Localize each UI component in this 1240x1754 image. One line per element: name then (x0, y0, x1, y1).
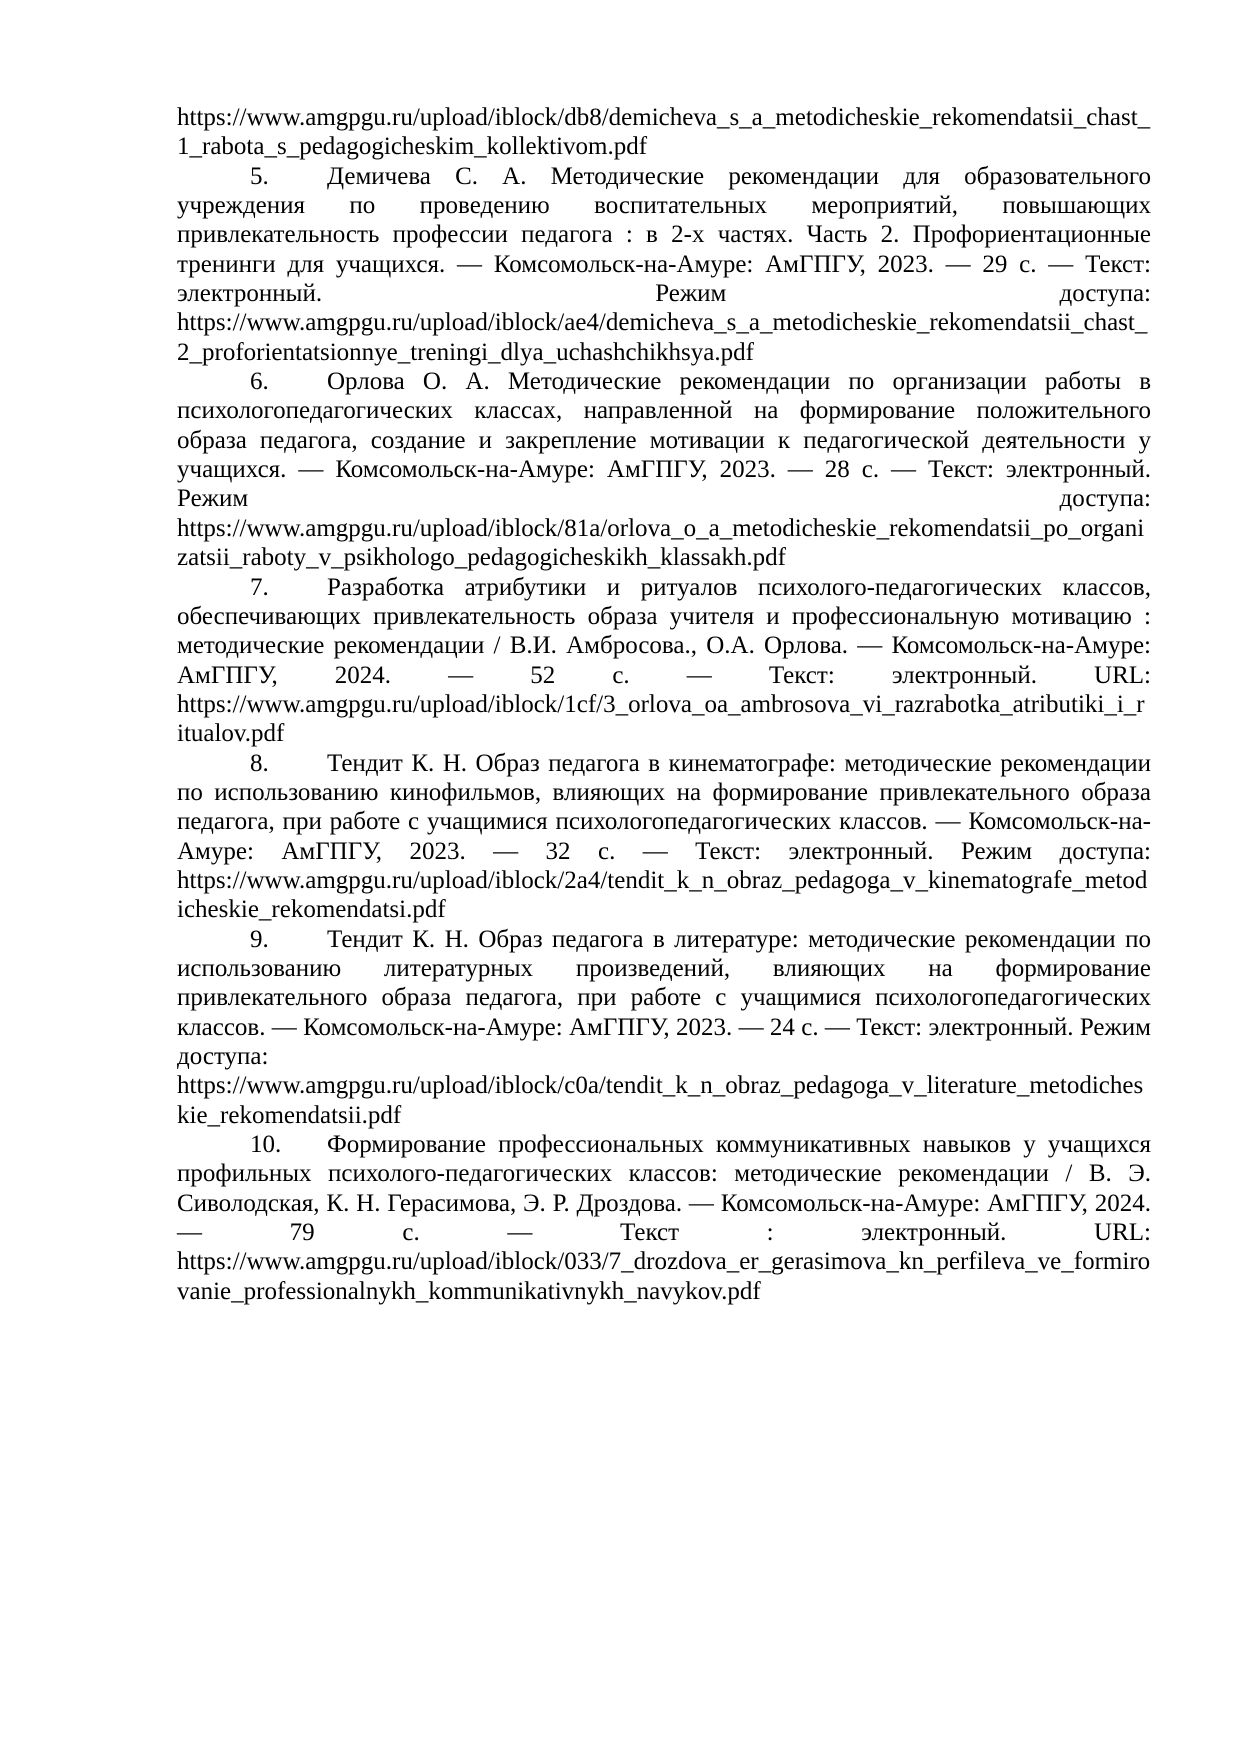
reference-item-6 (177, 367, 1151, 572)
reference-text: Разработка атрибутики и ритуалов психолого-педагогических классов, обеспечивающих привлекательность образа учителя и профессиональную мотивацию : методические рекомендации / В.И. Амбросова., О.А. Орлова. — Комсомольск-на-Амуре: АмГПГУ, 2024. — 52 с. — Текст: электронный. URL: (177, 573, 1151, 689)
reference-url[interactable]: https://www.amgpgu.ru/upload/iblock/c0a/tendit_k_n_obraz_pedagoga_v_literature_metodicheskie_rekomendatsii.pdf (177, 1072, 1144, 1129)
reference-item-7 (177, 573, 1151, 749)
reference-item-5 (177, 162, 1151, 367)
reference-number: 7. (250, 573, 269, 601)
reference-text: Тендит К. Н. Образ педагога в кинематографе: методические рекомендации по использованию кинофильмов, влияющих на формирование привлекательного образа педагога, при работе с учащимися психологопедагогических классов. — Комсомольск-на-Амуре: АмГПГУ, 2023. — 32 с. — Текст: электронный. Режим доступа: (177, 749, 1151, 865)
reference-item-8 (177, 749, 1151, 925)
reference-item-10 (177, 1130, 1151, 1306)
reference-number: 6. (250, 368, 269, 396)
reference-number: 10. (250, 1131, 282, 1159)
reference-url[interactable]: https://www.amgpgu.ru/upload/iblock/1cf/3_orlova_oa_ambrosova_vi_razrabotka_atributiki_i_ritualov.pdf (177, 690, 1145, 748)
reference-url[interactable]: https://www.amgpgu.ru/upload/iblock/81a/orlova_o_a_metodicheskie_rekomendatsii_po_organizatsii_raboty_v_psikhologo_pedagogicheskikh_klassakh.pdf (177, 514, 1145, 572)
reference-text: Демичева С. А. Методические рекомендации для образовательного учреждения по проведению воспитательных мероприятий, повышающих привлекательность профессии педагога : в 2-х частях. Часть 2. Профориентационные тренинги для учащихся. — Комсомольск-на-Амуре: АмГПГУ, 2023. — 29 с. — Текст: электронный. Режим доступа: (177, 162, 1151, 308)
reference-number: 9. (250, 925, 269, 953)
reference-url[interactable]: https://www.amgpgu.ru/upload/iblock/ae4/demicheva_s_a_metodicheskie_rekomendatsii_chast_2_proforientatsionnye_treningi_dlya_uchashchikhsya.pdf (177, 309, 1148, 366)
reference-item-9 (177, 925, 1151, 1130)
reference-number: 8. (250, 749, 269, 777)
reference-url[interactable]: https://www.amgpgu.ru/upload/iblock/2a4/tendit_k_n_obraz_pedagoga_v_kinematografe_metodicheskie_rekomendatsi.pdf (177, 866, 1148, 924)
reference-continuation (177, 103, 1151, 162)
reference-text: Формирование профессиональных коммуникативных навыков у учащихся профильных психолого-педагогических классов: методические рекомендации / В. Э. Сиволодская, К. Н. Герасимова, Э. Р. Дроздова. — Комсомольск-на-Амуре: АмГПГУ, 2024. — 79 с. — Текст : электронный. URL: (177, 1131, 1151, 1247)
reference-number: 5. (250, 162, 269, 190)
reference-text: Тендит К. Н. Образ педагога в литературе: методические рекомендации по использованию литературных произведений, влияющих на формирование привлекательного образа педагога, при работе с учащимися психологопедагогических классов. — Комсомольск-на-Амуре: АмГПГУ, 2023. — 24 с. — Текст: электронный. Режим доступа: (177, 925, 1151, 1070)
reference-url[interactable]: https://www.amgpgu.ru/upload/iblock/033/7_drozdova_er_gerasimova_kn_perfileva_ve_formirovanie_professionalnykh_kommunikativnykh_navykov.pdf (177, 1248, 1151, 1305)
reference-url[interactable]: https://www.amgpgu.ru/upload/iblock/db8/demicheva_s_a_metodicheskie_rekomendatsii_chast_1_rabota_s_pedagogicheskim_kollektivom.pdf (177, 104, 1151, 161)
reference-text: Орлова О. А. Методические рекомендации по организации работы в психологопедагогических классах, направленной на формирование положительного образа педагога, создание и закрепление мотивации к педагогической деятельности у учащихся. — Комсомольск-на-Амуре: АмГПГУ, 2023. — 28 с. — Текст: электронный. Режим доступа: (177, 368, 1151, 513)
